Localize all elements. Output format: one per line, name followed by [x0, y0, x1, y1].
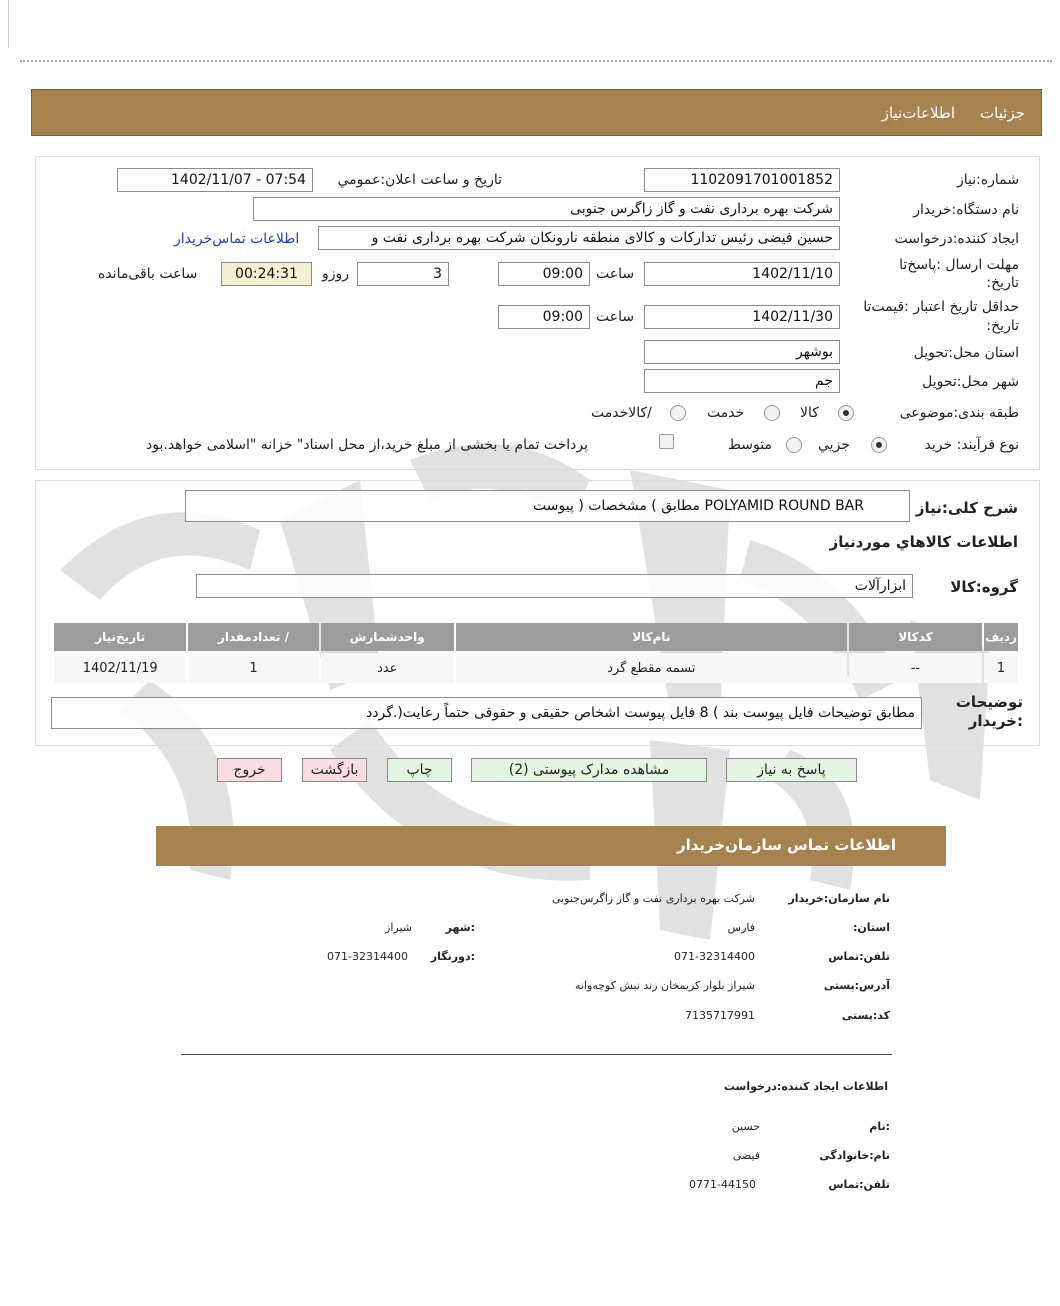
- description-english: POLYAMID ROUND BAR: [704, 498, 864, 514]
- table-row: [54, 653, 1018, 683]
- contact-org-label: نام سازمان:خریدار: [788, 892, 890, 905]
- col-row: ردیف: [984, 623, 1018, 651]
- buyer-notes-label: توضیحات :خریدار: [955, 693, 1023, 730]
- reply-deadline-time-label: ساعت: [596, 266, 635, 282]
- need-number-label: شماره:نیاز: [956, 172, 1019, 188]
- request-creator-field: حسین فیضی رئیس تدارکات و کالای منطقه نارونکان شرکت بهره برداری نفت و: [318, 226, 840, 250]
- goods-group-label: گروه:کالا: [950, 578, 1018, 596]
- announce-date-field: 1402/11/07 - 07:54: [117, 168, 313, 192]
- contact-fax-label: :دورنگار: [430, 950, 475, 963]
- buyer-contact-title-bar: [156, 826, 946, 866]
- back-button[interactable]: بازگشت: [302, 758, 367, 782]
- details-header-bar: [31, 89, 1042, 136]
- left-edge-line: [8, 0, 9, 48]
- contact-city-value: شیراز: [385, 921, 412, 934]
- general-description-label: شرح کلی:نیاز: [915, 499, 1018, 517]
- reply-deadline-label: مهلت ارسال :پاسخ‌تا تاریخ:: [899, 257, 1019, 291]
- reply-deadline-date: 1402/11/10: [644, 262, 840, 286]
- col-unit: واحدشمارش: [321, 623, 454, 651]
- buyer-contact-title: اطلاعات تماس سازمان‌خریدار: [676, 836, 896, 854]
- category-goods-service-radio[interactable]: [670, 405, 686, 421]
- buyer-org-label: نام دستگاه:خریدار: [913, 202, 1019, 218]
- description-persian: مطابق ) مشخصات ( پیوست: [533, 498, 701, 514]
- general-description-field: [185, 490, 910, 522]
- exit-button[interactable]: خروج: [217, 758, 282, 782]
- goods-section-title: اطلاعات کالاهاي موردنياز: [829, 533, 1018, 551]
- delivery-city-label: شهر محل:تحویل: [922, 374, 1019, 390]
- col-need-date: تاریخ‌نیاز: [54, 623, 186, 651]
- treasury-payment-checkbox[interactable]: [659, 434, 674, 449]
- contact-phone-label: تلفن:تماس: [828, 950, 890, 963]
- contact-postal-value: 7135717991: [685, 1009, 755, 1022]
- need-number-field: 1102091701001852: [644, 168, 840, 192]
- days-label: روزو: [322, 266, 350, 282]
- cell-item-name: تسمه مقطع گرد: [456, 653, 847, 683]
- creator-name-value: حسین: [731, 1120, 760, 1133]
- cell-unit: عدد: [321, 653, 454, 683]
- creator-family-value: فیضی: [732, 1149, 760, 1162]
- view-attachments-button[interactable]: مشاهده مدارک پیوستی (2): [471, 758, 707, 782]
- category-label: طبقه بندی:موضوعی: [899, 405, 1019, 421]
- price-validity-label: حداقل تاریخ اعتبار :قیمت‌تا تاریخ:: [863, 299, 1019, 334]
- remaining-timer: 00:24:31: [221, 262, 312, 286]
- contact-postal-label: کد:پستی: [841, 1009, 890, 1022]
- cell-quantity: 1: [188, 653, 318, 683]
- cell-item-code: --: [849, 653, 982, 683]
- top-divider: [20, 60, 1052, 62]
- buyer-contact-link[interactable]: اطلاعات تماس‌خریدار: [174, 231, 300, 247]
- request-creator-label: ایجاد کننده:درخواست: [894, 231, 1019, 247]
- col-item-name: نام‌کالا: [456, 623, 847, 651]
- price-validity-date: 1402/11/30: [644, 305, 840, 329]
- price-validity-time-label: ساعت: [596, 309, 635, 325]
- tab-details[interactable]: جزئیات: [980, 104, 1025, 122]
- contact-address-value: شیراز بلوار کریمخان زند نبش کوچه‌وانه: [575, 979, 755, 992]
- creator-phone-label: تلفن:تماس: [828, 1178, 890, 1191]
- contact-divider: [181, 1054, 892, 1055]
- delivery-province-field: بوشهر: [644, 340, 840, 364]
- treasury-payment-note: پرداخت تمام یا بخشی از مبلغ خرید،از محل اسناد" خزانه "اسلامی خواهد.بود: [146, 437, 589, 453]
- contact-org-value: شرکت بهره برداری نفت و گاز زاگرس‌جنوبی: [551, 892, 755, 905]
- process-medium-radio[interactable]: [786, 437, 802, 453]
- contact-city-label: :شهر: [445, 921, 475, 934]
- announce-date-label: تاریخ و ساعت اعلان:عمومي: [337, 172, 502, 188]
- remaining-label: ساعت باقی‌مانده: [98, 266, 198, 282]
- creator-family-label: نام:خانوادگی: [819, 1149, 890, 1162]
- goods-table-header: [54, 623, 1018, 651]
- price-validity-time: 09:00: [498, 305, 590, 329]
- category-goods-radio[interactable]: [838, 405, 854, 421]
- cell-need-date: 1402/11/19: [54, 653, 186, 683]
- creator-name-label: :نام: [869, 1120, 890, 1133]
- process-minor-label: جزيي: [818, 437, 850, 453]
- category-service-label: خدمت: [707, 405, 745, 421]
- tab-need-info[interactable]: اطلاعات‌نیاز: [881, 104, 955, 122]
- col-item-code: کدکالا: [849, 623, 982, 651]
- buyer-org-field: شرکت بهره برداری نفت و گاز زاگرس جنوبی: [253, 197, 840, 221]
- reply-deadline-time: 09:00: [498, 262, 590, 286]
- cell-row: 1: [984, 653, 1018, 683]
- col-quantity: / تعدادمقدار: [188, 623, 318, 651]
- reply-to-need-button[interactable]: پاسخ به نیاز: [726, 758, 857, 782]
- process-medium-label: متوسط: [728, 437, 772, 453]
- category-goods-service-label: /کالاخدمت: [591, 405, 652, 421]
- goods-group-field: ابزارآلات: [196, 574, 913, 598]
- delivery-province-label: استان محل:تحویل: [913, 345, 1019, 361]
- days-remaining-field: 3: [357, 262, 449, 286]
- buyer-notes-field: مطابق توضیحات فایل پیوست بند ) 8 فایل پیوست اشخاص حقیقی و حقوقی حتماً رعایت(.گردد: [51, 697, 922, 729]
- goods-table: [52, 621, 1020, 685]
- contact-address-label: آدرس:پستی: [823, 979, 890, 992]
- process-minor-radio[interactable]: [871, 437, 887, 453]
- category-service-radio[interactable]: [764, 405, 780, 421]
- print-button[interactable]: چاپ: [387, 758, 452, 782]
- process-type-label: نوع فرآیند: خرید: [924, 437, 1019, 453]
- category-goods-label: کالا: [800, 405, 819, 421]
- contact-province-value: فارس: [727, 921, 755, 934]
- contact-fax-value: 071-32314400: [327, 950, 408, 963]
- creator-info-title: اطلاعات ایجاد کننده:درخواست: [723, 1080, 888, 1093]
- delivery-city-field: جم: [644, 369, 840, 393]
- contact-phone-value: 071-32314400: [674, 950, 755, 963]
- creator-phone-value: 0771-44150: [689, 1178, 756, 1191]
- contact-province-label: استان:: [853, 921, 890, 934]
